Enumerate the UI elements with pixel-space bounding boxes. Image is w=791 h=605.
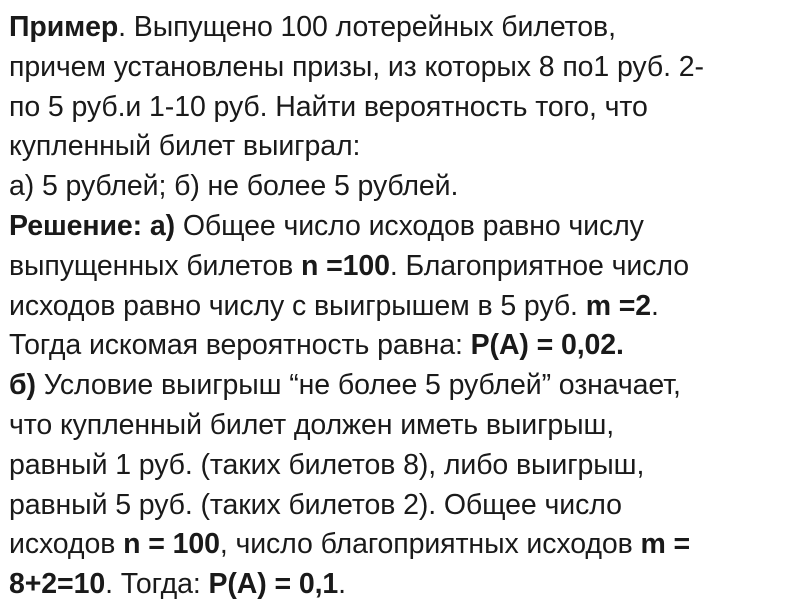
result-b: P(A) = 0,1 — [208, 568, 339, 601]
text-line-5 — [9, 167, 784, 207]
solution-a-text: Общее число исходов равно числу — [175, 209, 644, 242]
solution-a-text-cont: выпущенных билетов — [9, 249, 301, 282]
m-expression: m =2 — [585, 289, 652, 322]
result-a: P(A) = 0,02. — [470, 329, 624, 362]
period: . — [651, 289, 659, 322]
solution-b-text: Условие выигрыш “не более 5 рублей” означает, — [35, 369, 681, 402]
then-text: . Тогда: — [105, 568, 209, 601]
final-period: . — [338, 568, 346, 601]
text-line-12 — [9, 446, 784, 486]
solution-b-text-cont3: равный 5 руб. (таких билетов 2). Общее число — [9, 488, 622, 521]
text-line-11 — [9, 406, 784, 446]
solution-b-text-cont2: равный 1 руб. (таких билетов 8), либо выигрыш, — [9, 448, 645, 481]
solution-b-label: б) — [9, 369, 36, 402]
text-line-4 — [9, 127, 784, 167]
text-line-13 — [9, 486, 784, 526]
prize-conditions-text: причем установлены призы, из которых 8 по1 руб. 2- — [9, 50, 704, 83]
m-expression-b: m = — [640, 528, 691, 561]
solution-a-label: Решение: а) — [9, 209, 175, 242]
text-line-14 — [9, 525, 784, 565]
n-expression-b: n = 100 — [123, 528, 220, 561]
solution-a-text-cont2: . Благоприятное число — [389, 249, 689, 282]
problem-statement-start: . Выпущено 100 лотерейных билетов, — [118, 11, 616, 43]
outcomes-text: исходов — [9, 528, 124, 561]
text-line-15 — [9, 565, 784, 605]
example-label: Пример — [9, 11, 119, 43]
text-line-6 — [9, 207, 784, 247]
question-options: а) 5 рублей; б) не более 5 рублей. — [9, 170, 459, 203]
prize-conditions-continued: по 5 руб.и 1-10 руб. Найти вероятность того, что — [9, 90, 648, 123]
text-line-9 — [9, 326, 784, 366]
question-text: купленный билет выиграл: — [9, 130, 361, 163]
solution-b-text-cont: что купленный билет должен иметь выигрыш, — [9, 408, 615, 441]
text-line-8 — [9, 287, 784, 327]
text-line-10 — [9, 366, 784, 406]
favorable-outcomes-text: , число благоприятных исходов — [219, 528, 641, 561]
text-line-1 — [9, 8, 784, 48]
problem-text-block — [9, 8, 784, 605]
probability-intro: Тогда искомая вероятность равна: — [9, 329, 471, 362]
text-line-7 — [9, 247, 784, 287]
m-value-b: 8+2=10 — [9, 568, 106, 601]
n-expression: n =100 — [300, 249, 390, 282]
text-line-3 — [9, 88, 784, 128]
text-line-2 — [9, 48, 784, 88]
solution-a-favorable-text: исходов равно числу с выигрышем в 5 руб. — [9, 289, 586, 322]
